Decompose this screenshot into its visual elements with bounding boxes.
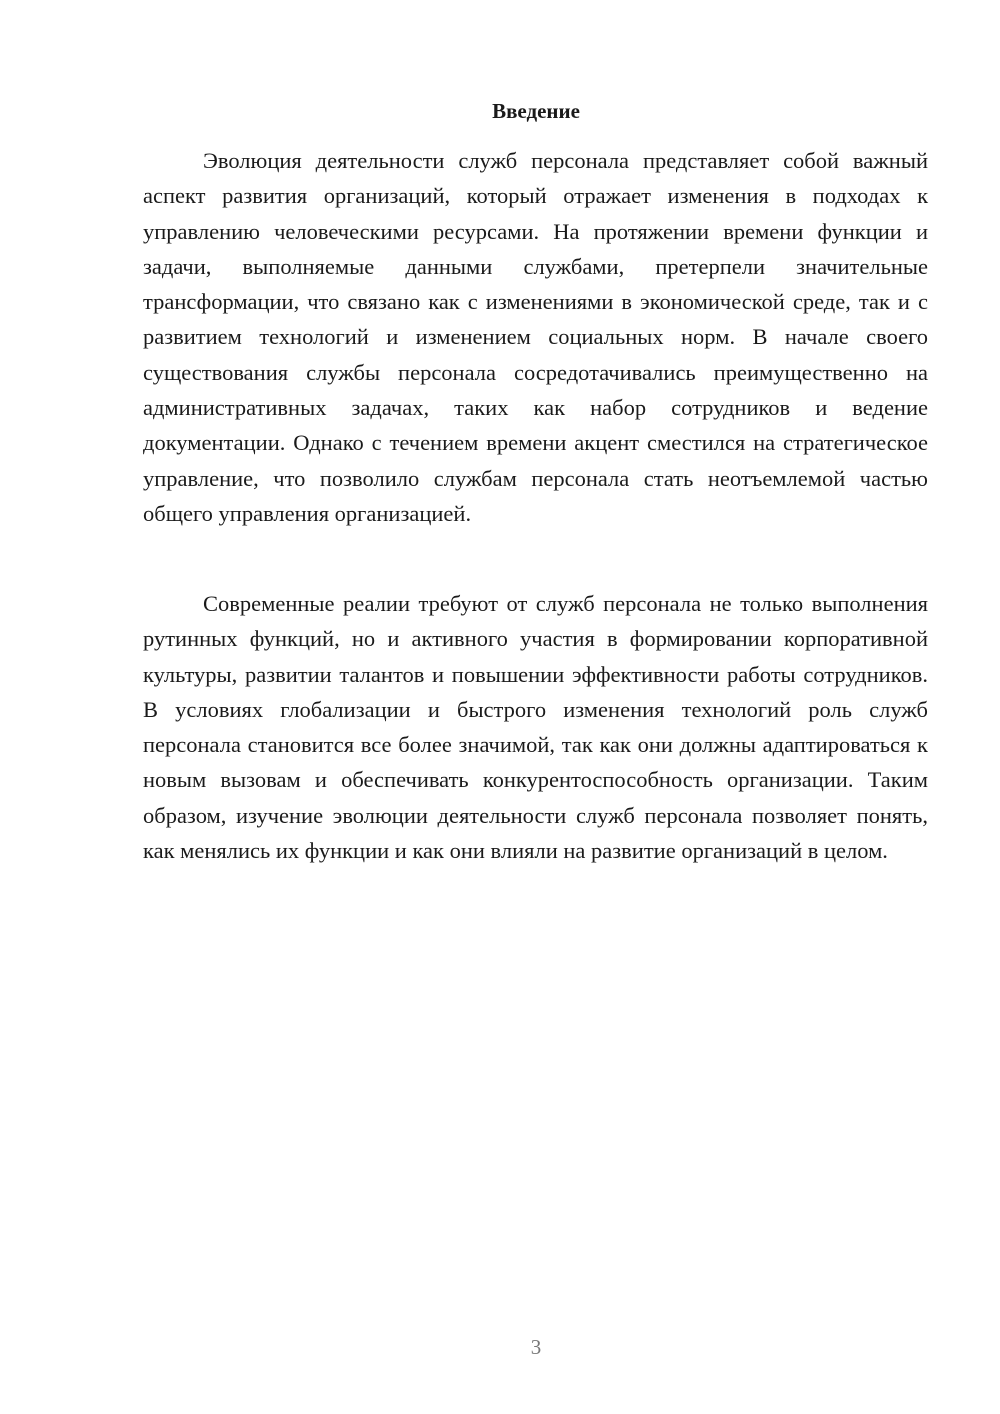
- page-number: 3: [530, 1335, 542, 1359]
- paragraph-2: Современные реалии требуют от служб персонала не только выполнения рутинных функций, но и активного участия в формировании корпоративной культуры, развитии талантов и повышении эффективности работы сотрудников. В условиях глобализации и быстрого изменения технологий роль служб персонала становится все более значимой, так как они должны адаптироваться к новым вызовам и обеспечивать конкурентоспособность организации. Таким образом, изучение эволюции деятельности служб персонала позволяет понять, как менялись их функции и как они влияли на развитие организаций в целом.: [143, 591, 928, 864]
- section-heading: Введение: [492, 99, 580, 123]
- paragraph-1: Эволюция деятельности служб персонала представляет собой важный аспект развития организаций, который отражает изменения в подходах к управлению человеческими ресурсами. На протяжении времени функции и задачи, выполняемые данными службами, претерпели значительные трансформации, что связано как с изменениями в экономической среде, так и с развитием технологий и изменением социальных норм. В начале своего существования службы персонала сосредотачивались преимущественно на административных задачах, таких как набор сотрудников и ведение документации. Однако с течением времени акцент сместился на стратегическое управление, что позволило службам персонала стать неотъемлемой частью общего управления организацией.: [143, 148, 928, 526]
